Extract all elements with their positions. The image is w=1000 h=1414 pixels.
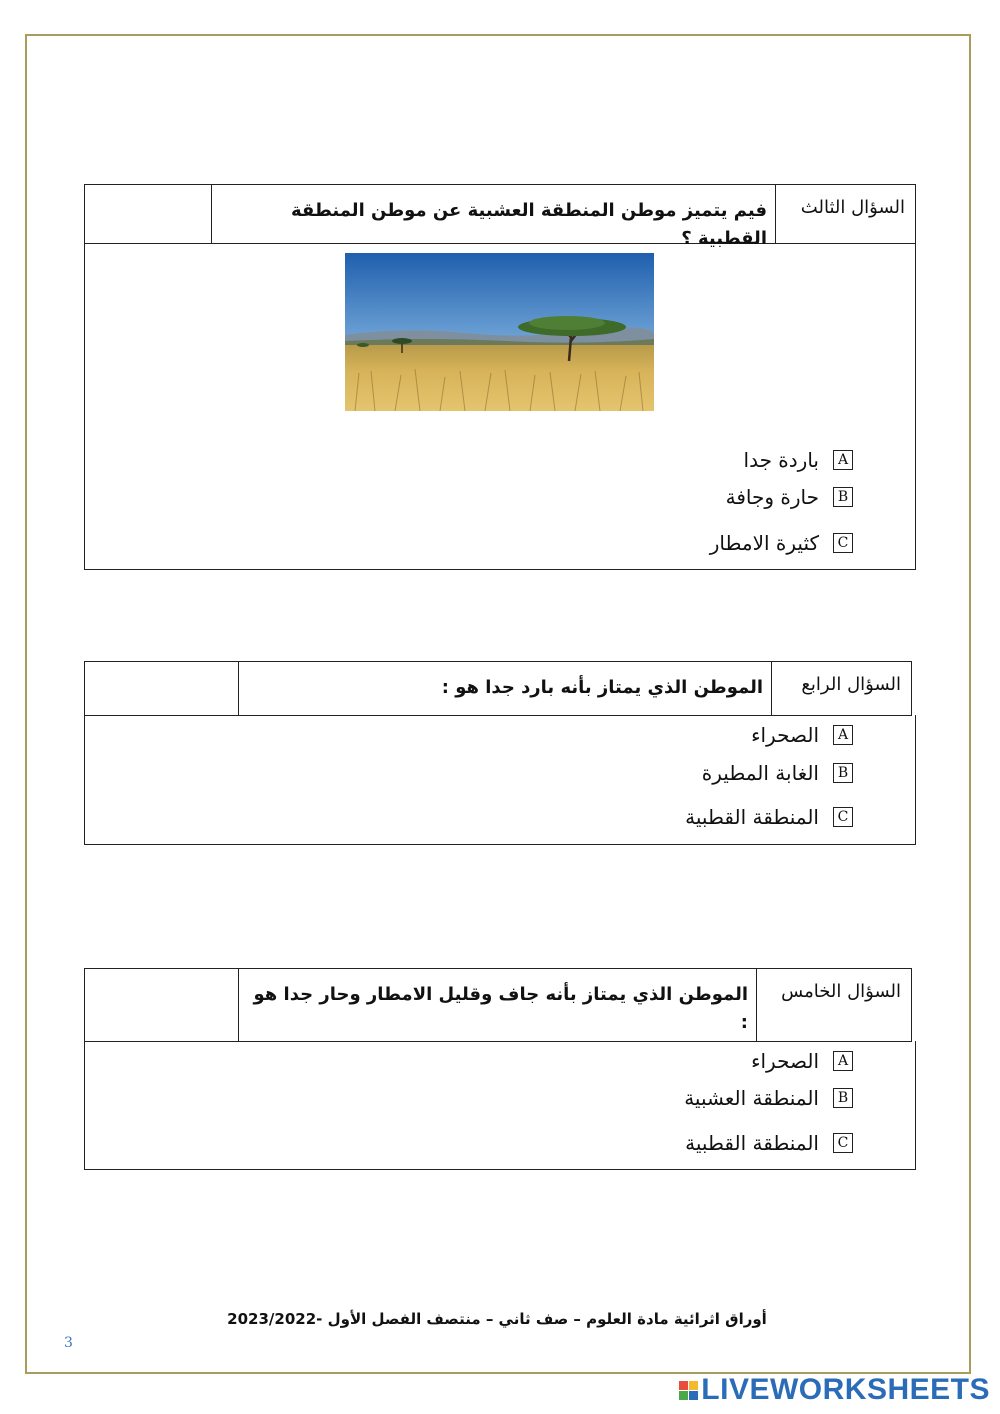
question-text: الموطن الذي يمتاز بأنه جاف وقليل الامطار وحار جدا هو : — [238, 969, 756, 1041]
option-letter: B — [833, 487, 853, 507]
option-b[interactable] — [702, 761, 853, 785]
question-header — [84, 968, 912, 1042]
page-number: 3 — [64, 1335, 73, 1351]
option-letter: A — [833, 450, 853, 470]
option-letter: B — [833, 1088, 853, 1108]
option-text: كثيرة الامطار — [709, 531, 819, 555]
option-a[interactable] — [744, 448, 853, 472]
question-text: الموطن الذي يمتاز بأنه بارد جدا هو : — [238, 662, 771, 715]
footer — [0, 1310, 1000, 1328]
answer-cell[interactable] — [85, 662, 240, 715]
answer-cell[interactable] — [85, 969, 240, 1041]
option-text: المنطقة القطبية — [685, 1131, 819, 1155]
question-header — [84, 184, 916, 249]
option-text: حارة وجافة — [725, 485, 819, 509]
option-text: المنطقة العشبية — [684, 1086, 819, 1110]
option-letter: C — [833, 807, 853, 827]
question-text: فيم يتميز موطن المنطقة العشبية عن موطن المنطقة القطبية ؟ — [211, 185, 775, 243]
question-body — [84, 715, 916, 845]
question-label: السؤال الثالث — [775, 185, 915, 243]
logo-grid-icon — [679, 1381, 698, 1400]
option-a[interactable] — [751, 1049, 853, 1073]
option-text: المنطقة القطبية — [685, 805, 819, 829]
option-letter: A — [833, 1051, 853, 1071]
option-text: الصحراء — [751, 723, 819, 747]
option-text: الصحراء — [751, 1049, 819, 1073]
option-c[interactable] — [685, 1131, 853, 1155]
option-letter: C — [833, 1133, 853, 1153]
option-c[interactable] — [685, 805, 853, 829]
option-text: باردة جدا — [743, 448, 819, 472]
option-c[interactable] — [710, 531, 853, 555]
footer-text: أوراق اثرائية مادة العلوم – صف ثاني – منتصف الفصل الأول -2023/2022 — [227, 1310, 767, 1328]
option-text: الغابة المطيرة — [701, 761, 819, 785]
answer-cell[interactable] — [85, 185, 213, 243]
option-a[interactable] — [751, 723, 853, 747]
question-header — [84, 661, 912, 716]
savanna-image — [345, 253, 654, 411]
question-body — [84, 1041, 916, 1170]
option-letter: B — [833, 763, 853, 783]
question-label: السؤال الخامس — [756, 969, 911, 1041]
question-5 — [84, 968, 916, 1170]
question-label: السؤال الرابع — [771, 662, 911, 715]
liveworksheets-logo — [679, 1373, 990, 1407]
option-b[interactable] — [726, 485, 853, 509]
option-letter: A — [833, 725, 853, 745]
question-4 — [84, 661, 916, 845]
logo-text: LIVEWORKSHEETS — [701, 1373, 990, 1406]
option-b[interactable] — [684, 1086, 853, 1110]
option-letter: C — [833, 533, 853, 553]
